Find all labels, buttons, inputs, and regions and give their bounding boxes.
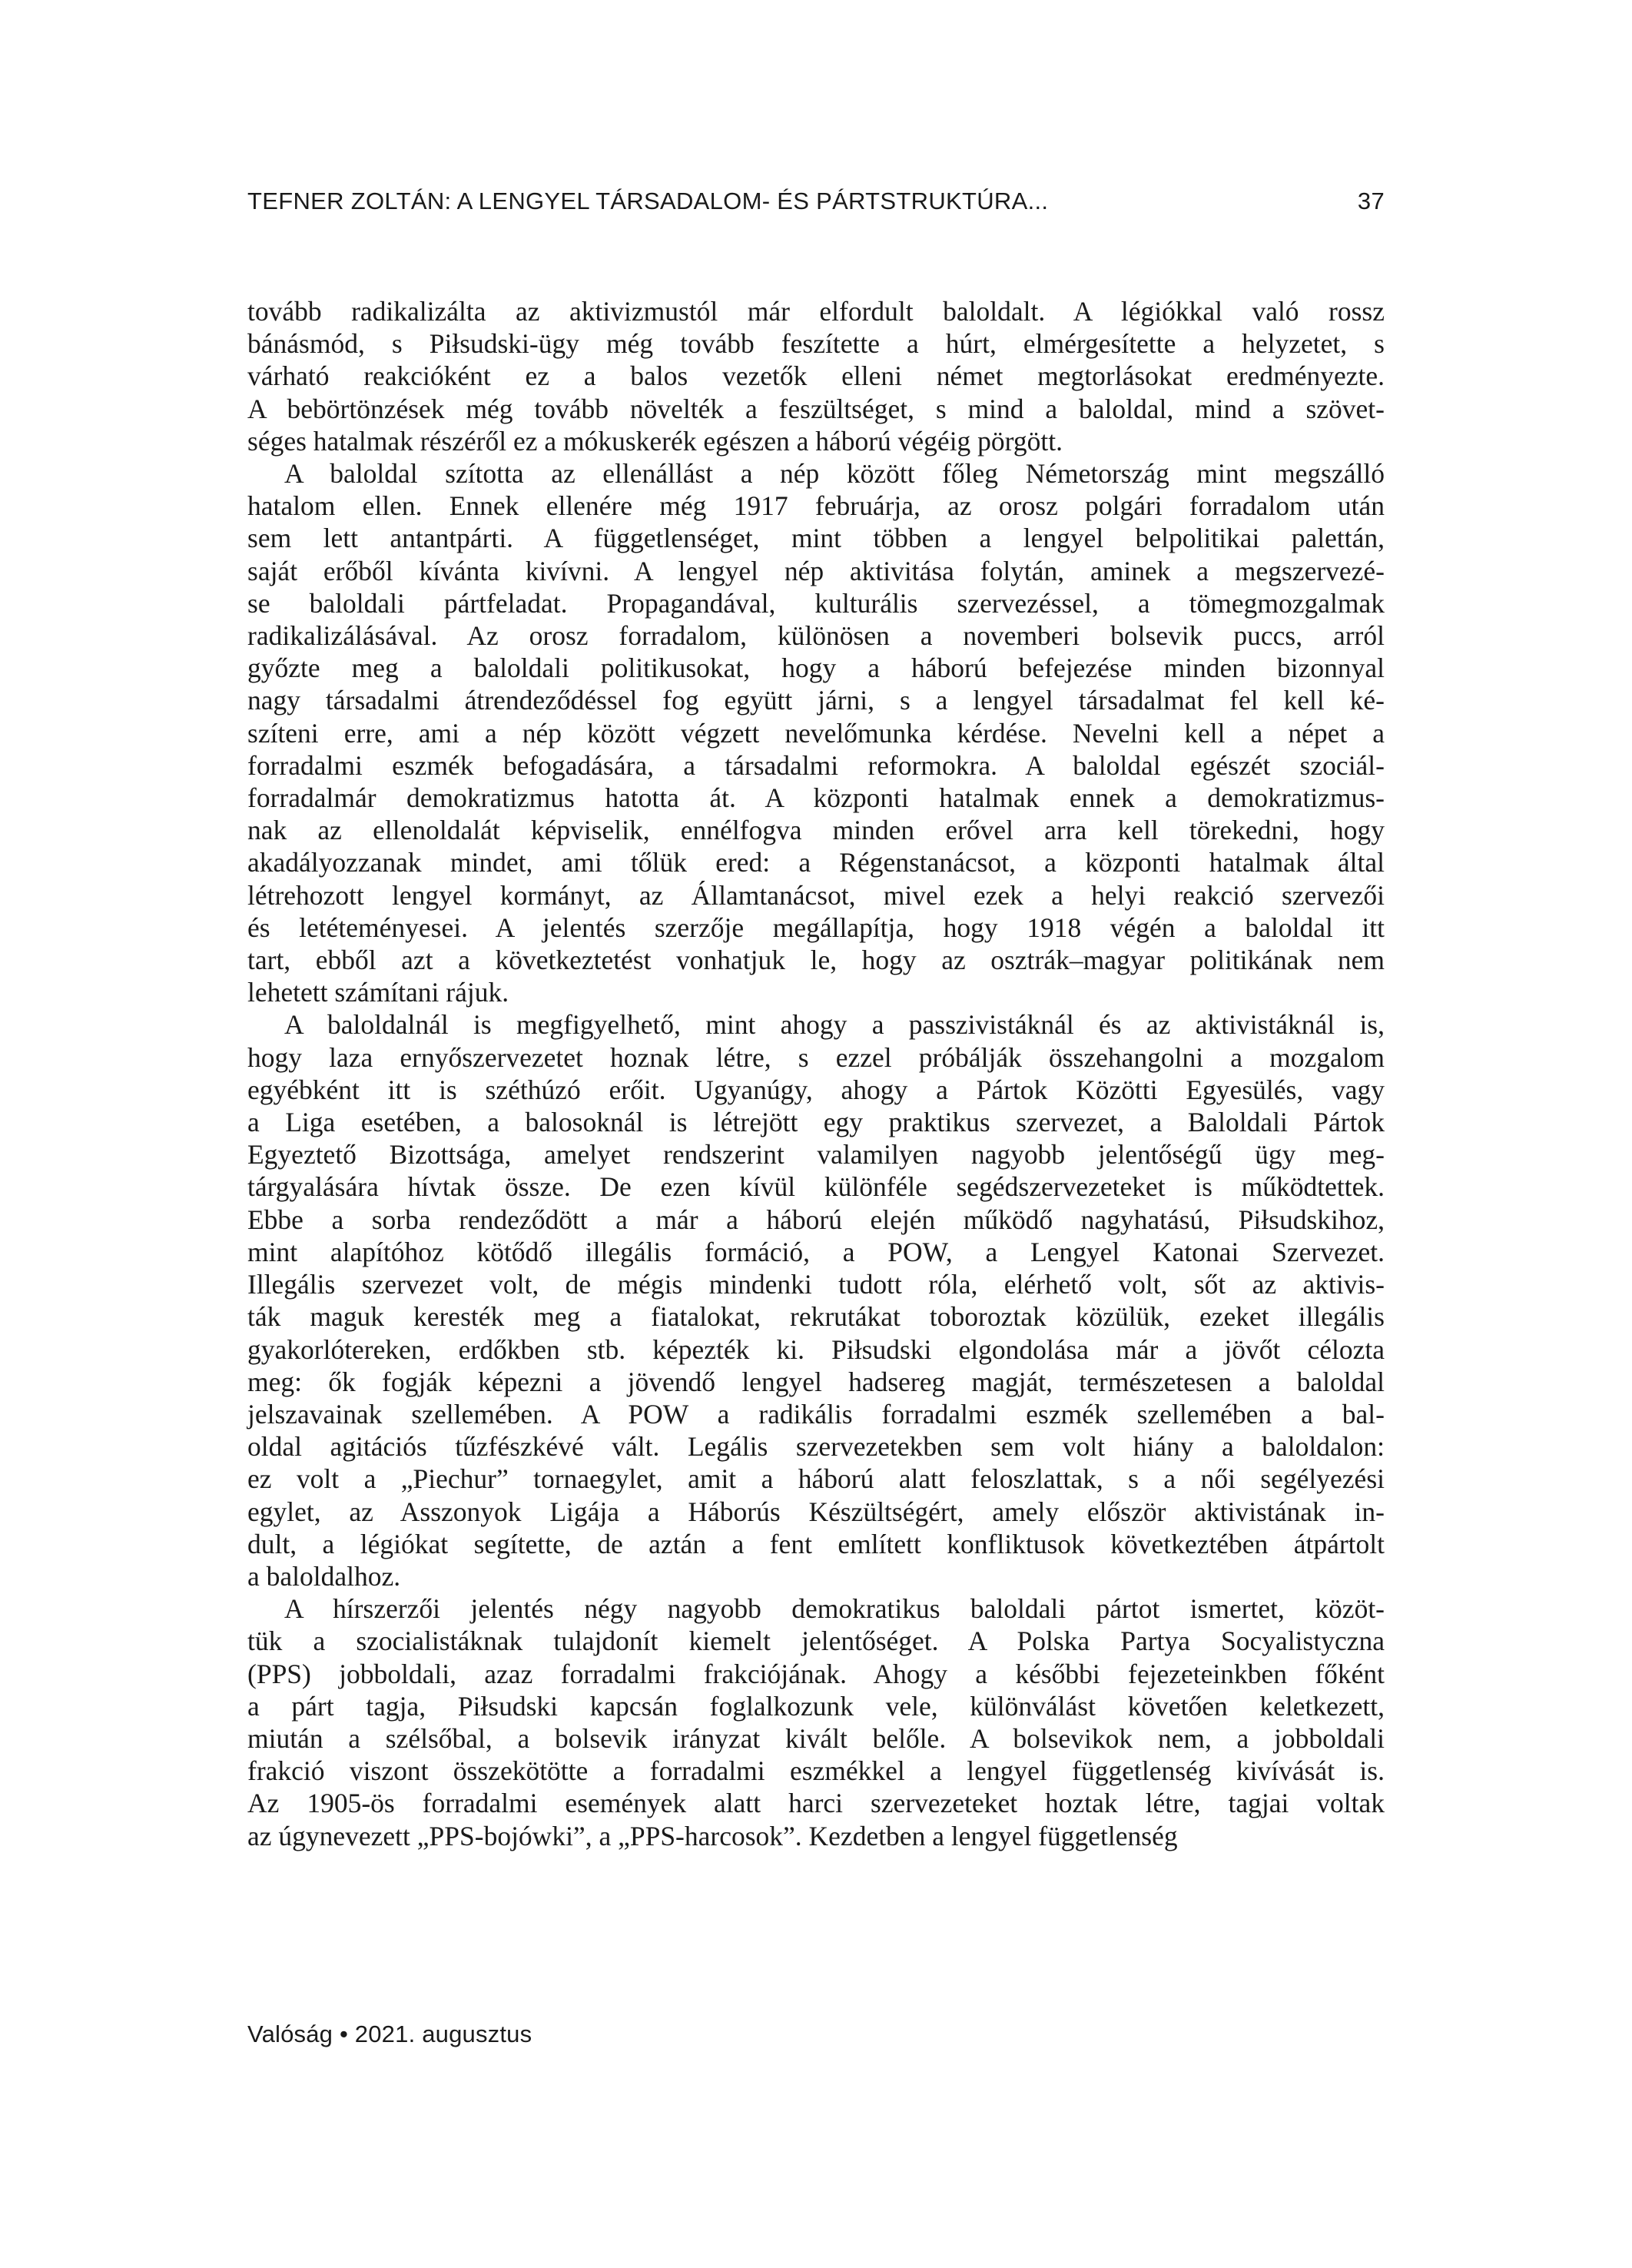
text-line: és letéteményesei. A jelentés szerzője megállapítja, hogy 1918 végén a baloldal itt	[247, 912, 1385, 943]
text-line: sem lett antantpárti. A függetlenséget, mint többen a lengyel belpolitikai palettán,	[247, 523, 1385, 554]
text-line: bánásmód, s Piłsudski-ügy még tovább feszítette a húrt, elmérgesítette a helyzetet, s	[247, 328, 1385, 360]
paragraph	[247, 457, 1385, 1008]
paragraph	[247, 295, 1385, 457]
text-line: hogy laza ernyőszervezetet hoznak létre, s ezzel próbálják összehangolni a mozgalom	[247, 1041, 1385, 1073]
text-line: saját erőből kívánta kivívni. A lengyel nép aktivitása folytán, aminek a megszervezé-	[247, 555, 1385, 586]
text-line: jelszavainak szellemében. A POW a radikális forradalmi eszmék szellemében a bal-	[247, 1398, 1385, 1430]
text-line: A hírszerzői jelentés négy nagyobb demokratikus baloldali pártot ismertet, közöt-	[284, 1593, 1385, 1625]
text-line: miután a szélsőbal, a bolsevik irányzat kivált belőle. A bolsevikok nem, a jobboldali	[247, 1722, 1385, 1754]
running-header	[247, 188, 1385, 218]
text-line: ták maguk keresték meg a fiatalokat, rekrutákat toboroztak közülük, ezeket illegális	[247, 1301, 1385, 1333]
text-line: oldal agitációs tűzfészkévé vált. Legális szervezetekben sem volt hiány a baloldalon:	[247, 1431, 1385, 1463]
text-line: meg: ők fogják képezni a jövendő lengyel hadsereg magját, természetesen a baloldal	[247, 1366, 1385, 1397]
text-line: Az 1905-ös forradalmi események alatt harci szervezeteket hoztak létre, tagjai voltak	[247, 1788, 1385, 1819]
text-line: szíteni erre, ami a nép között végzett nevelőmunka kérdése. Nevelni kell a népet a	[247, 717, 1385, 749]
text-line: radikalizálásával. Az orosz forradalom, különösen a novemberi bolsevik puccs, arról	[247, 620, 1385, 652]
text-line: hatalom ellen. Ennek ellenére még 1917 februárja, az orosz polgári forradalom után	[247, 490, 1385, 522]
text-line: mint alapítóhoz kötődő illegális formáció, a POW, a Lengyel Katonai Szervezet.	[247, 1236, 1385, 1267]
paragraph	[247, 1008, 1385, 1592]
text-line: (PPS) jobboldali, azaz forradalmi frakciójának. Ahogy a későbbi fejezeteinkben főként	[247, 1658, 1385, 1689]
text-line: gyakorlótereken, erdőkben stb. képezték ki. Piłsudski elgondolása már a jövőt célozta	[247, 1333, 1385, 1365]
text-line: frakció viszont összekötötte a forradalmi eszmékkel a lengyel függetlenség kivívását is.	[247, 1755, 1385, 1787]
text-line: tart, ebből azt a következtetést vonhatjuk le, hogy az osztrák–magyar politikának nem	[247, 945, 1385, 976]
paragraph	[247, 1592, 1385, 1852]
text-line: egylet, az Asszonyok Ligája a Háborús Készültségért, amely először aktivistának in-	[247, 1496, 1385, 1527]
text-line: A bebörtönzések még tovább növelték a feszültséget, s mind a baloldal, mind a szövet-	[247, 393, 1385, 424]
text-line: se baloldali pártfeladat. Propagandával, kulturális szervezéssel, a tömegmozgalmak	[247, 587, 1385, 619]
text-line: az úgynevezett „PPS-bojówki”, a „PPS-harcosok”. Kezdetben a lengyel függetlenség	[247, 1820, 1178, 1851]
text-line: forradalmi eszmék befogadására, a társadalmi reformokra. A baloldal egészét szociál-	[247, 749, 1385, 781]
footer-publication: Valóság • 2021. augusztus	[247, 2021, 532, 2047]
text-line: várható reakcióként ez a balos vezetők elleni német megtorlásokat eredményezte.	[247, 360, 1385, 392]
text-line: lehetett számítani rájuk.	[247, 977, 509, 1008]
text-line: akadályozzanak mindet, ami tőlük ered: a Régenstanácsot, a központi hatalmak által	[247, 847, 1385, 878]
text-line: séges hatalmak részéről ez a mókuskerék egészen a háború végéig pörgött.	[247, 425, 1063, 457]
text-line: forradalmár demokratizmus hatotta át. A központi hatalmak ennek a demokratizmus-	[247, 782, 1385, 814]
text-line: Egyeztető Bizottsága, amelyet rendszerint valamilyen nagyobb jelentőségű ügy meg-	[247, 1139, 1385, 1171]
text-line: A baloldal szította az ellenállást a nép között főleg Németország mint megszálló	[284, 458, 1385, 490]
text-line: a Liga esetében, a balosoknál is létrejött egy praktikus szervezet, a Baloldali Pártok	[247, 1107, 1385, 1138]
text-line: nak az ellenoldalát képviselik, ennélfogva minden erővel arra kell törekedni, hogy	[247, 815, 1385, 846]
text-line: nagy társadalmi átrendeződéssel fog együtt járni, s a lengyel társadalmat fel kell ké-	[247, 685, 1385, 716]
text-line: a baloldalhoz.	[247, 1560, 401, 1592]
text-line: tárgyalására hívtak össze. De ezen kívül különféle segédszervezeteket is működtettek.	[247, 1171, 1385, 1203]
text-line: létrehozott lengyel kormányt, az Államtanácsot, mivel ezek a helyi reakció szervezői	[247, 879, 1385, 911]
text-line: tük a szocialistáknak tulajdonít kiemelt jelentőséget. A Polska Partya Socyalistyczna	[247, 1625, 1385, 1657]
text-line: tovább radikalizálta az aktivizmustól már elfordult baloldalt. A légiókkal való rossz	[247, 296, 1385, 327]
article-body	[247, 295, 1385, 1852]
text-line: Ebbe a sorba rendeződött a már a háború elején működő nagyhatású, Piłsudskihoz,	[247, 1204, 1385, 1235]
text-line: A baloldalnál is megfigyelhető, mint ahogy a passzivistáknál és az aktivistáknál is,	[284, 1009, 1385, 1041]
text-line: győzte meg a baloldali politikusokat, hogy a háború befejezése minden bizonnyal	[247, 653, 1385, 684]
text-line: dult, a légiókat segítette, de aztán a fent említett konfliktusok következtében átpártolt	[247, 1528, 1385, 1559]
text-line: a párt tagja, Piłsudski kapcsán foglalkozunk vele, különválást követően keletkezett,	[247, 1690, 1385, 1722]
page-number: 37	[1357, 188, 1385, 214]
text-line: egyébként itt is széthúzó erőit. Ugyanúgy, ahogy a Pártok Közötti Egyesülés, vagy	[247, 1074, 1385, 1105]
text-line: Illegális szervezet volt, de mégis mindenki tudott róla, elérhető volt, sőt az aktivis-	[247, 1269, 1385, 1300]
text-line: ez volt a „Piechur” tornaegylet, amit a háború alatt feloszlattak, s a női segélyezési	[247, 1463, 1385, 1495]
running-title: TEFNER ZOLTÁN: A LENGYEL TÁRSADALOM- ÉS PÁRTSTRUKTÚRA...	[247, 188, 1049, 214]
